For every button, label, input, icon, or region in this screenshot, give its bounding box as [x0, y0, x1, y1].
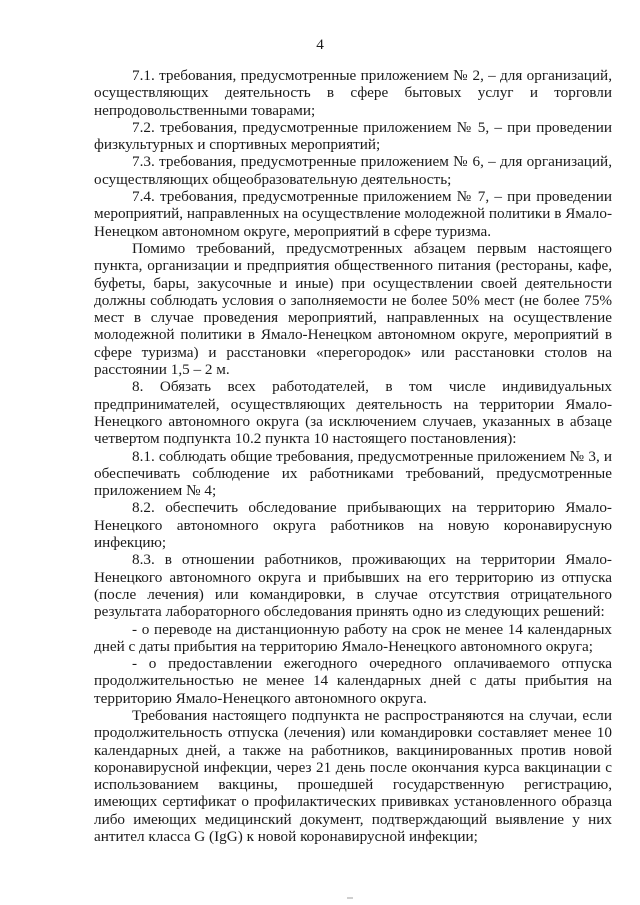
paragraph-annual-leave: - о предоставлении ежегодного очередного оплачиваемого отпуска продолжительностью не менее 14 календарных дней с даты прибытия на территорию Ямало-Ненецкого автономного округа. — [94, 655, 612, 707]
scan-artifact — [347, 897, 353, 899]
paragraph-8-3: 8.3. в отношении работников, проживающих на территории Ямало-Ненецкого автономного округа и прибывших на его территорию из отпуска (после лечения) или командировки, в случае отсутствия отрицательного результата лабораторного обследования принять одно из следующих решений: — [94, 551, 612, 621]
paragraph-exceptions: Требования настоящего подпункта не распространяются на случаи, если продолжительность отпуска (лечения) или командировки составляет менее 10 календарных дней, а также на работников, вакцинированных против новой коронавирусной инфекции, через 21 день после окончания курса вакцинации с использованием вакцины, прошедшей государственную регистрацию, имеющих сертификат о профилактических прививках установленного образца либо имеющих медицинский документ, подтверждающий выявление у них антител класса G (IgG) к новой коронавирусной инфекции; — [94, 706, 612, 846]
paragraph-7-2: 7.2. требования, предусмотренные приложением № 5, – при проведении физкультурных и спортивных мероприятий; — [94, 118, 612, 154]
page-number: 4 — [316, 36, 324, 53]
paragraph-7-3: 7.3. требования, предусмотренные приложением № 6, – для организаций, осуществляющих общеобразовательную деятельность; — [94, 153, 612, 188]
paragraph-8-1: 8.1. соблюдать общие требования, предусмотренные приложением № 3, и обеспечивать соблюдение их работниками требований, предусмотренные приложением № 4; — [94, 447, 612, 500]
paragraph-remote-work: - о переводе на дистанционную работу на срок не менее 14 календарных дней с даты прибытия на территорию Ямало-Ненецкого автономного округа; — [94, 620, 612, 655]
paragraph-8: 8. Обязать всех работодателей, в том числе индивидуальных предпринимателей, осуществляющих деятельность на территории Ямало-Ненецкого автономного округа (за исключением случаев, указанных в абзаце четвертом подпункта 10.2 пункта 10 настоящего постановления): — [94, 378, 612, 448]
paragraph-catering: Помимо требований, предусмотренных абзацем первым настоящего пункта, организации и предприятия общественного питания (рестораны, кафе, буфеты, бары, закусочные и иные) при осуществлении своей деятельности должны соблюдать условия о заполняемости не более 50% мест (не более 75% мест в случае проведения мероприятий, направленных на осуществление молодежной политики в Ямало-Ненецком автономном округе, мероприятий в сфере туризма) и расстановки «перегородок» или расстановки столов на расстоянии 1,5 – 2 м. — [94, 239, 612, 379]
paragraph-8-2: 8.2. обеспечить обследование прибывающих на территорию Ямало-Ненецкого автономного округа работников на новую коронавирусную инфекцию; — [94, 499, 612, 552]
paragraph-7-4: 7.4. требования, предусмотренные приложением № 7, – при проведении мероприятий, направленных на осуществление молодежной политики в Ямало-Ненецком автономном округе, мероприятий в сфере туризма. — [94, 188, 612, 240]
paragraph-7-1: 7.1. требования, предусмотренные приложением № 2, – для организаций, осуществляющих деятельность в сфере бытовых услуг и торговли непродовольственными товарами; — [94, 67, 612, 119]
document-body — [94, 67, 612, 845]
